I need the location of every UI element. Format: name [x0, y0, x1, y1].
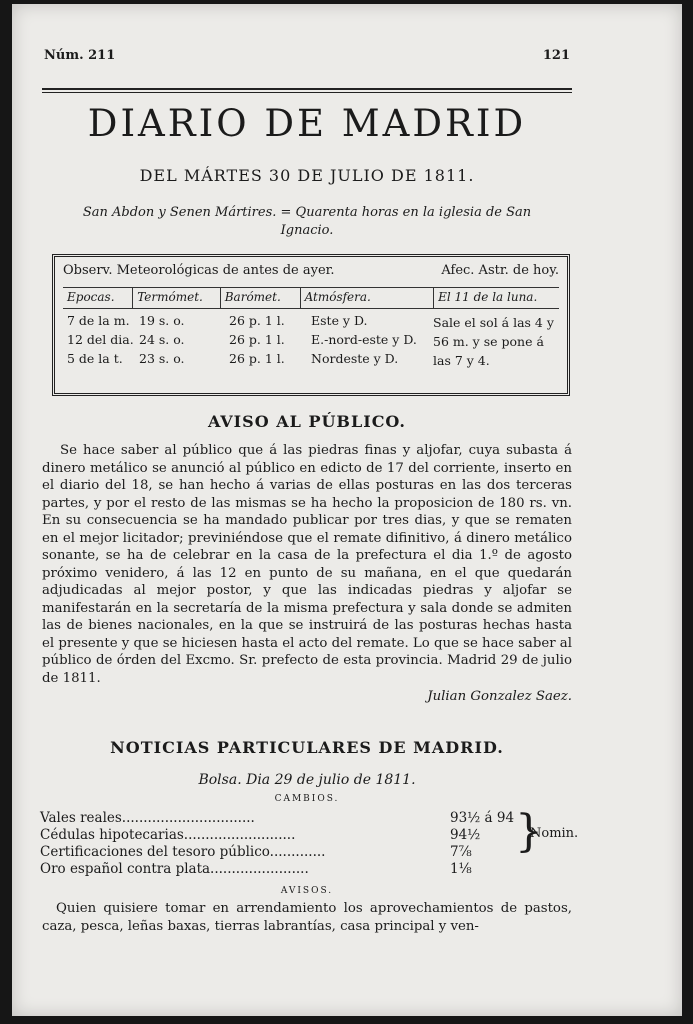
cell-termo: 19 s. o.	[139, 313, 185, 328]
market-value: 7⅞	[450, 844, 472, 860]
market-row	[40, 861, 570, 878]
market-row	[40, 827, 570, 844]
page-header	[44, 48, 570, 63]
col-luna: El 11 de la luna.	[438, 290, 538, 304]
meteo-heading-row	[63, 263, 559, 278]
aviso-body	[42, 442, 572, 706]
cell-epoca: 5 de la t.	[67, 351, 123, 366]
astro-text: Sale el sol á las 4 y 56 m. y se pone á las 7 y 4.	[433, 315, 554, 368]
meteorological-table	[52, 254, 570, 396]
masthead-saints: San Abdon y Senen Mártires. = Quarenta horas en la iglesia de San Ignacio.	[82, 205, 532, 238]
market-value: 1⅛	[450, 861, 472, 877]
nomin-label: Nomin.	[530, 826, 579, 841]
market-label: Certificaciones del tesoro público.............	[40, 844, 326, 860]
aviso-signature: Julian Gonzalez Saez.	[427, 689, 572, 704]
market-label: Cédulas hipotecarias..........................	[40, 827, 296, 843]
header-rule-thin	[42, 92, 572, 93]
cambios-label: CAMBIOS.	[274, 794, 340, 804]
noticias-title: NOTICIAS PARTICULARES DE MADRID.	[110, 738, 504, 757]
aviso-paragraph: Se hace saber al público que á las piedras finas y aljofar, cuya subasta á dinero metálico se anunció al público en edicto de 17 del corriente, inserto en el diario del 18, se han hecho á varias de ellas posturas en las dos terceras partes, y por el resto de las mismas se ha hecho la proposicion de 180 rs. vn. En su consecuencia se ha mandado publicar por tres dias, y que se rematen en el mejor licitador; previniéndose que el remate difinitivo, á dinero metálico sonante, se ha de celebrar en la casa de la prefectura el dia 1.º de agosto próximo venidero, á las 12 en punto de su mañana, en el que quedarán adjudicadas al mejor postor, y que las indicadas piedras y aljofar se manifestarán en la secretaría de la misma prefectura y sala donde se admiten las de bienes nacionales, en la que se instruirá de las posturas hechas hasta el presente y que se hiciesen hasta el acto del remate. Lo que se hace saber al público de órden del Excmo. Sr. prefecto de esta provincia. Madrid 29 de julio de 1811.	[42, 443, 572, 686]
market-label: Oro español contra plata.......................	[40, 861, 309, 877]
col-termometro: Termómet.	[133, 288, 221, 308]
cell-atmos: Nordeste y D.	[311, 351, 399, 366]
cell-termo: 23 s. o.	[139, 351, 185, 366]
bolsa-line: Bolsa. Dia 29 de julio de 1811.	[198, 772, 416, 788]
market-table	[40, 806, 579, 878]
cell-atmos: Este y D.	[311, 313, 368, 328]
masthead-date: DEL MÁRTES 30 DE JULIO DE 1811.	[139, 166, 475, 185]
meteo-columns	[63, 287, 559, 309]
cell-baro: 26 p. 1 l.	[229, 313, 285, 328]
aviso-title: AVISO AL PÚBLICO.	[208, 412, 406, 431]
cell-baro: 26 p. 1 l.	[229, 332, 285, 347]
avisos-body	[42, 900, 572, 936]
market-value: 94½	[450, 827, 481, 843]
astro-heading: Afec. Astr. de hoy.	[441, 263, 559, 278]
issue-number: Núm. 211	[44, 48, 116, 63]
header-rule	[42, 88, 572, 90]
avisos-paragraph: Quien quisiere tomar en arrendamiento los aprovechamientos de pastos, caza, pesca, leñas baxas, tierras labrantías, casa principal y ven-	[42, 901, 572, 934]
meteo-heading: Observ. Meteorológicas de antes de ayer.	[63, 263, 335, 278]
brace-icon: }	[515, 806, 543, 857]
masthead-title: DIARIO DE MADRID	[87, 102, 527, 145]
market-value: 93½ á 94	[450, 810, 515, 826]
market-row	[40, 844, 570, 861]
cell-termo: 24 s. o.	[139, 332, 185, 347]
page-number: 121	[542, 48, 570, 63]
cell-baro: 26 p. 1 l.	[229, 351, 285, 366]
col-atmosfera: Atmósfera.	[301, 288, 435, 308]
market-label: Vales reales...............................	[40, 810, 255, 826]
cell-atmos: E.-nord-este y D.	[311, 332, 417, 347]
col-epocas: Epocas.	[63, 288, 133, 308]
market-row	[40, 810, 570, 827]
cell-epoca: 12 del dia.	[67, 332, 134, 347]
avisos-label: AVISOS.	[280, 886, 334, 896]
cell-epoca: 7 de la m.	[67, 313, 130, 328]
col-barometro: Barómet.	[221, 288, 301, 308]
newspaper-page	[12, 4, 682, 1016]
